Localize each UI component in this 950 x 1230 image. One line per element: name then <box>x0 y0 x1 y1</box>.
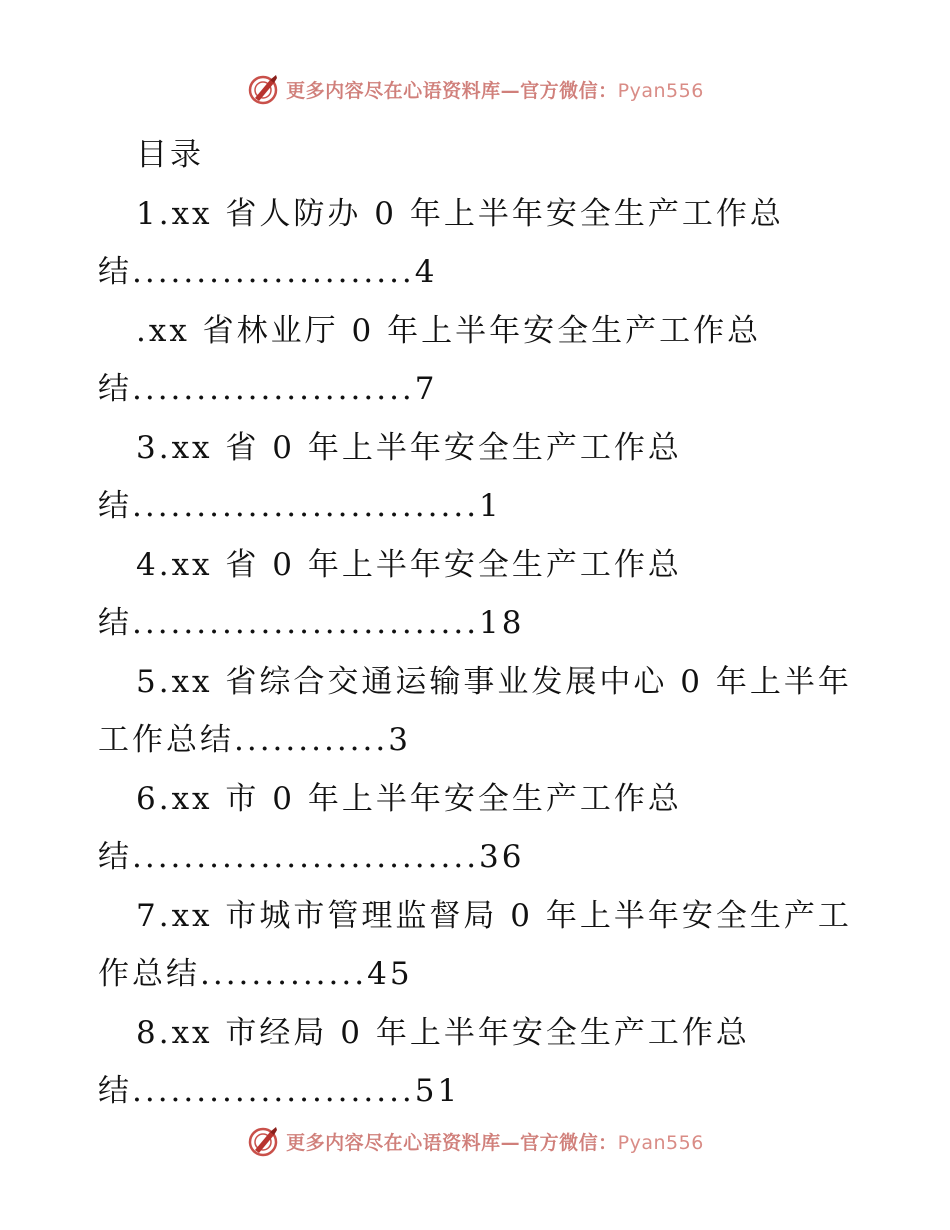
toc-entry <box>98 653 858 770</box>
watermark-text: 更多内容尽在心语资料库—官方微信：Pyan556 <box>286 79 704 102</box>
toc-entry <box>98 536 858 653</box>
toc-entry <box>98 887 858 1004</box>
toc-entry <box>98 185 858 302</box>
pen-logo-icon <box>246 1124 280 1158</box>
toc-entry-title: 6.xx 市 0 年上半年安全生产工作总 <box>136 780 682 817</box>
toc-entry-title: 4.xx 省 0 年上半年安全生产工作总 <box>136 546 682 583</box>
watermark-text: 更多内容尽在心语资料库—官方微信：Pyan556 <box>286 1131 704 1154</box>
header-watermark <box>0 72 950 106</box>
toc-entry-page: 工作总结............3 <box>98 722 411 758</box>
toc-entry-page: 结...........................36 <box>98 839 525 875</box>
toc-entry-title: 8.xx 市经局 0 年上半年安全生产工作总 <box>136 1014 750 1051</box>
toc-entry-title: 1.xx 省人防办 0 年上半年安全生产工作总 <box>136 195 784 232</box>
toc-entry-title: .xx 省林业厅 0 年上半年安全生产工作总 <box>136 312 762 349</box>
toc-title: 目录 <box>136 137 204 173</box>
toc-entry-page: 结......................51 <box>98 1073 461 1109</box>
toc-entry-page: 作总结.............45 <box>98 956 413 992</box>
toc-entry <box>98 419 858 536</box>
toc-entry-page: 结......................7 <box>98 371 438 407</box>
toc-entry-page: 结......................4 <box>98 254 438 290</box>
table-of-contents <box>98 126 858 1121</box>
toc-entry <box>98 770 858 887</box>
toc-entry <box>98 1004 858 1121</box>
footer-watermark <box>0 1124 950 1158</box>
toc-entry-page: 结...........................18 <box>98 605 525 641</box>
toc-entry-title: 5.xx 省综合交通运输事业发展中心 0 年上半年 <box>136 663 852 700</box>
toc-entry <box>98 302 858 419</box>
toc-entry-title: 7.xx 市城市管理监督局 0 年上半年安全生产工 <box>136 897 852 934</box>
toc-entry-page: 结...........................1 <box>98 488 502 524</box>
toc-entry-title: 3.xx 省 0 年上半年安全生产工作总 <box>136 429 682 466</box>
pen-logo-icon <box>246 72 280 106</box>
